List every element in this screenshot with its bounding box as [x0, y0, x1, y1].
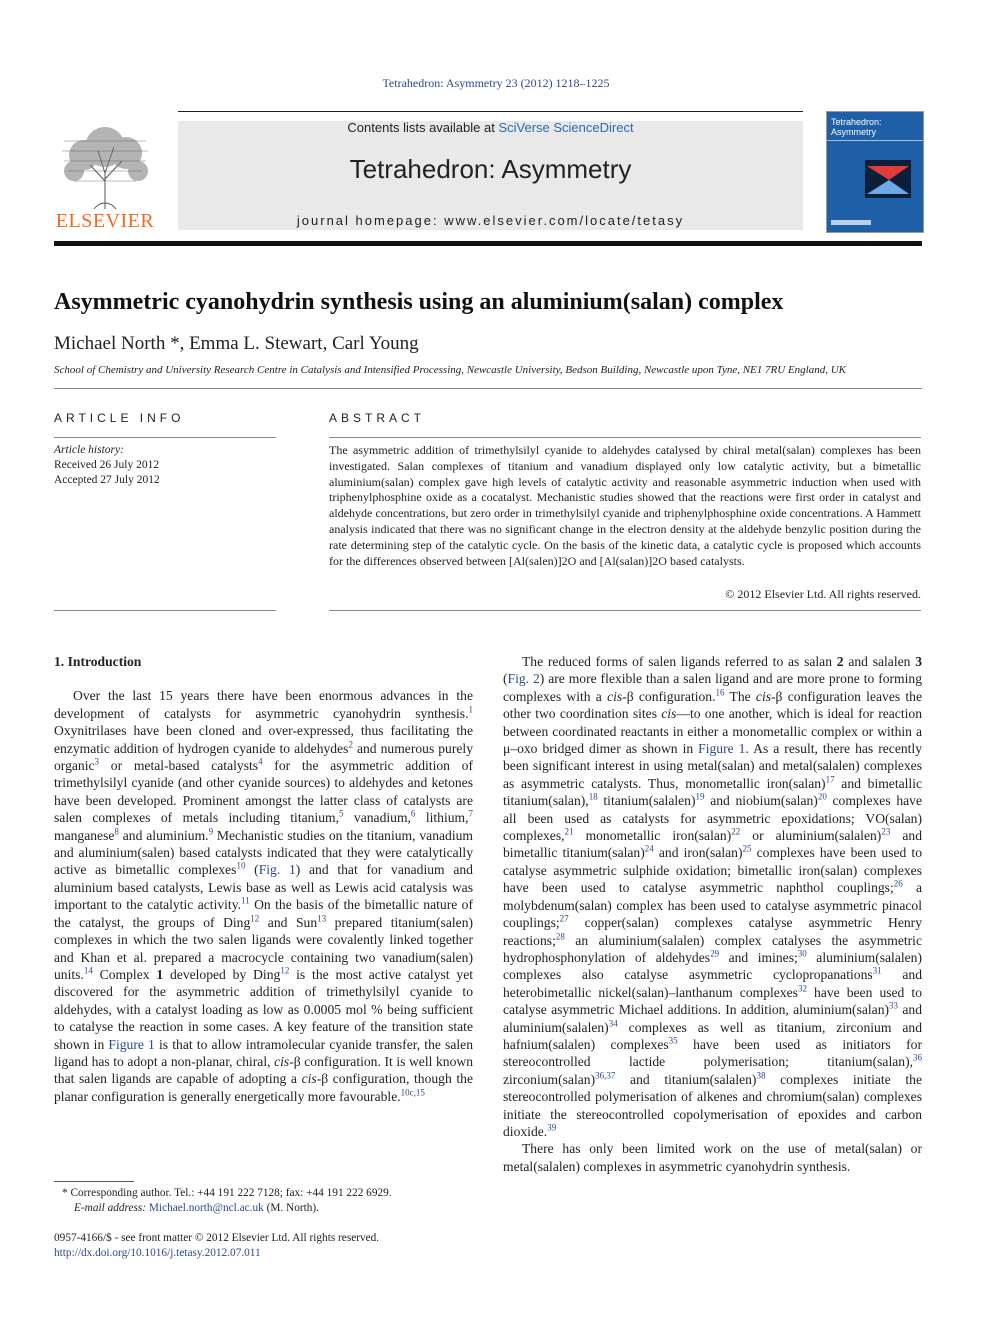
author-list: Michael North *, Emma L. Stewart, Carl Young [54, 333, 419, 354]
info-bottom-rule [54, 610, 276, 611]
article-title: Asymmetric cyanohydrin synthesis using an aluminium(salan) complex [54, 289, 784, 315]
email-suffix: (M. North). [263, 1202, 319, 1214]
email-label: E-mail address: [74, 1202, 149, 1214]
elsevier-wordmark: ELSEVIER [55, 210, 155, 232]
front-matter [54, 1231, 514, 1261]
journal-title: Tetrahedron: Asymmetry [349, 154, 632, 184]
doi-link[interactable]: http://dx.doi.org/10.1016/j.tetasy.2012.07.011 [54, 1247, 261, 1259]
journal-citation[interactable]: Tetrahedron: Asymmetry 23 (2012) 1218–1225 [382, 76, 610, 90]
accepted-date: Accepted 27 July 2012 [54, 474, 160, 486]
copyright: © 2012 Elsevier Ltd. All rights reserved. [725, 587, 921, 601]
body-left-column [54, 653, 473, 1105]
section-heading: 1. Introduction [54, 654, 142, 669]
footnote-rule [54, 1181, 134, 1182]
contents-line [178, 120, 803, 135]
received-date: Received 26 July 2012 [54, 459, 160, 471]
info-rule [54, 437, 276, 438]
corresponding-author-note [62, 1186, 482, 1216]
journal-cover-thumbnail [826, 111, 924, 233]
affiliation-rule [54, 388, 922, 389]
affiliation: School of Chemistry and University Research Centre in Catalysis and Intensified Processing, Newcastle University, Bedson Building, Newcastle upon Tyne, NE1 7RU England, UK [54, 364, 846, 376]
body-right-column [503, 653, 922, 1175]
intro-paragraph-3: There has only been limited work on the use of metal(salan) or metal(salalen) complexes in asymmetric cyanohydrin synthesis. [503, 1141, 922, 1174]
contents-prefix: Contents lists available at [347, 120, 499, 135]
corresponding-author: * Corresponding author. Tel.: +44 191 222 7128; fax: +44 191 222 6929. [62, 1187, 392, 1199]
intro-paragraph-2: The reduced forms of salen ligands referred to as salan 2 and salalen 3 (Fig. 2) are more flexible than a salen ligand and are more prone to forming complexes with a cis-β configuration.$^{16}$ The cis-β configuration leaves the other two coordination sites cis—to one another, which is ideal for reaction between coordinated reactants in either a monometallic complex or within a μ–oxo bridged dimer as shown in Figure 1. As a result, there has recently been significant interest in using metal(salan) and metal(salalen) complexes as asymmetric catalysts. Thus, monometallic iron(salan)$^{17}$ and bimetallic titanium(salan),$^{18}$ titanium(salalen)$^{19}$ and niobium(salan)$^{20}$ complexes have all been used as catalysts for asymmetric epoxidations; VO(salan) complexes,$^{21}$ monometallic iron(salan)$^{22}$ or aluminium(salalen)$^{23}$ and bimetallic titanium(salan)$^{24}$ and iron(salan)$^{25}$ complexes have been used to catalyse asymmetric sulphide oxidation; bimetallic iron(salan) complexes have been used to catalyse asymmetric naphthol couplings;$^{26}$ a molybdenum(salan) complex has been used to catalyse asymmetric pinacol couplings;$^{27}$ copper(salan) complexes catalyse asymmetric Henry reactions;$^{28}$ an aluminium(salalen) complex catalyses the asymmetric hydrophosphonylation of aldehydes$^{29}$ and imines;$^{30}$ aluminium(salalen) complexes also catalyse asymmetric cyclopropanations$^{31}$ and heterobimetallic nickel(salan)–lanthanum complexes$^{32}$ have been used to catalyse asymmetric Michael additions. In addition, aluminium(salan)$^{33}$ and aluminium(salalen)$^{34}$ complexes as well as titanium, zirconium and hafnium(salalen) complexes$^{35}$ have been used as initiators for stereocontrolled lactide polymerisation; titanium(salan),$^{36}$ zirconium(salan)$^{36,37}$ and titanium(salalen)$^{38}$ complexes initiate the stereocontrolled polymerisation of alkenes and chromium(salan) complexes initiate the stereocontrolled copolymerisation of epoxides and carbon dioxide.$^{39}$ [503, 654, 923, 1139]
journal-homepage[interactable]: journal homepage: www.elsevier.com/locate/tetasy [296, 213, 685, 228]
abstract-text: The asymmetric addition of trimethylsilyl cyanide to aldehydes catalysed by chiral metal(salan) complexes has been investigated. Salan complexes of titanium and vanadium displayed only low catalytic activity, but a bimetallic aluminium(salan) complex gave high levels of catalytic activity and reasonable asymmetric induction when used with triphenylphosphine oxide as a cocatalyst. Mechanistic studies showed that the reactions were first order in catalyst and aldehyde concentrations, but zero order in trimethylsilyl cyanide and triphenylphosphine oxide concentrations. A Hammett analysis indicated that there was no significant change in the electron density at the aldehyde benzylic position during the rate determining step of the catalytic cycle. On the basis of the kinetic data, a catalytic cycle is proposed which accounts for the differences observed between [Al(salen)]2O and [Al(salan)]2O based catalysts. [329, 443, 921, 568]
email-link[interactable]: Michael.north@ncl.ac.uk [148, 1202, 264, 1214]
abstract-rule [329, 437, 921, 438]
abstract-bottom-rule [329, 610, 921, 611]
article-history [54, 443, 276, 488]
cover-title: Tetrahedron: Asymmetry [831, 117, 882, 137]
sciencedirect-link[interactable]: SciVerse ScienceDirect [498, 120, 634, 135]
header-rule [178, 111, 803, 112]
abstract-heading: ABSTRACT [329, 411, 426, 425]
article-info-heading: ARTICLE INFO [54, 411, 185, 425]
issn-line: 0957-4166/$ - see front matter © 2012 Elsevier Ltd. All rights reserved. [54, 1232, 380, 1244]
history-label: Article history: [54, 444, 124, 456]
email-line [62, 1201, 482, 1216]
intro-paragraph-1: Over the last 15 years there have been enormous advances in the development of catalysts for asymmetric cyanohydrin synthesis.$^1$ Oxynitrilases have been cloned and over-expressed, thus facilitating the enzymatic addition of hydrogen cyanide to aldehydes$^2$ and numerous purely organic$^3$ or metal-based catalysts$^4$ for the asymmetric addition of trimethylsilyl cyanide (and other cyanide sources) to aldehydes and ketones have been developed. Prominent amongst the latter class of catalysts are salen complexes of metals including titanium,$^5$ vanadium,$^6$ lithium,$^7$ manganese$^8$ and aluminium.$^9$ Mechanistic studies on the titanium, vanadium and aluminium(salen) based catalysts indicated that they were catalytically active as bimetallic complexes$^{10}$ (Fig. 1) and that for vanadium and aluminium based catalysts, Lewis base as well as Lewis acid catalysis was important to the catalytic activity.$^{11}$ On the basis of the bimetallic nature of the catalyst, the groups of Ding$^{12}$ and Sun$^{13}$ prepared titanium(salen) complexes in which the two salen ligands were covalently linked together and Khan et al. prepared a macrocycle containing two vanadium(salen) units.$^{14}$ Complex 1 developed by Ding$^{12}$ is the most active catalyst yet discovered for the asymmetric addition of trimethylsilyl cyanide to aldehydes, with a catalyst loading as low as 0.0005 mol % being sufficient to catalyse the reaction in some cases. A key feature of the transition state shown in Figure 1 is that to allow intramolecular cyanide transfer, the salen ligand has to adopt a non-planar, chiral, cis-β configuration. It is well known that salen ligands are capable of adopting a cis-β configuration, though the planar configuration is generally energetically more favourable.$^{10c,15}$ [54, 688, 474, 1104]
masthead-rule [54, 241, 922, 246]
